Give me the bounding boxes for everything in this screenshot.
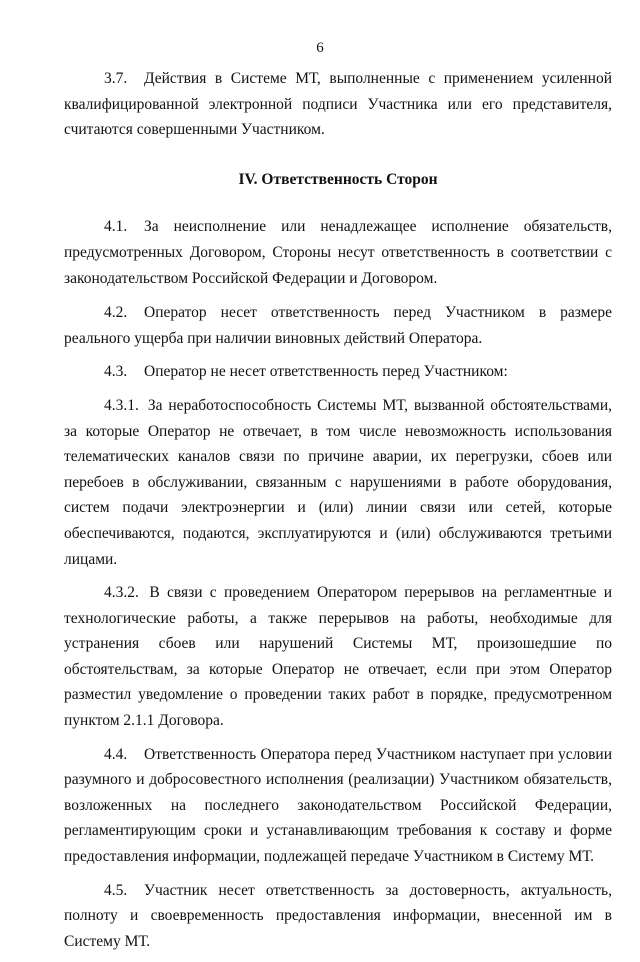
- paragraph-number: 4.4.: [104, 745, 128, 763]
- paragraph-text: За неисполнение или ненадлежащее исполнение обязательств, предусмотренных Договором, Стороны несут ответственность в соответствии с законодательством Российской Федерации и Договором.: [64, 218, 612, 287]
- page-number: 6: [316, 40, 324, 56]
- paragraph-4-1: [64, 214, 612, 291]
- paragraph-text: В связи с проведением Оператором перерывов на регламентные и технологические работы, а также перерывов на работы, необходимые для устранения сбоев или нарушений Системы МТ, произошедшие по обстоятельствам, за которые Оператор не отвечает, если при этом Оператор разместил уведомление о проведении таких работ в порядке, предусмотренном пунктом 2.1.1 Договора.: [64, 584, 613, 730]
- section-title: IV. Ответственность Сторон: [238, 170, 438, 188]
- paragraph-4-3-1: [64, 393, 612, 572]
- paragraph-4-3: [64, 359, 612, 385]
- paragraph-4-5: [64, 878, 612, 955]
- paragraph-text: Действия в Системе МТ, выполненные с применением усиленной квалифицированной электронной подписи Участника или его представителя, считаются совершенными Участником.: [64, 70, 612, 139]
- paragraph-number: 4.3.1.: [104, 396, 139, 414]
- paragraph-text: Ответственность Оператора перед Участником наступает при условии разумного и добросовестного исполнения (реализации) Участником обязательств, возложенных на последнего законодательством Российской Федерации, регламентирующим сроки и устанавливающим требования к составу и форме предоставления информации, подлежащей передаче Участником в Систему МТ.: [64, 745, 612, 866]
- paragraph-number: 3.7.: [104, 70, 128, 87]
- paragraph-number: 4.1.: [104, 218, 128, 236]
- paragraph-text: Оператор не несет ответственность перед Участником:: [144, 363, 508, 381]
- paragraph-text: За неработоспособность Системы МТ, вызванной обстоятельствами, за которые Оператор не отвечает, в том числе невозможность использования телематических каналов связи по причине аварии, их перегрузки, сбоев или перебоев в обслуживании, связанным с нарушениями в работе оборудования, систем подачи электроэнергии и (или) линии связи или сетей, которые обеспечиваются, подаются, эксплуатируются и (или) обслуживаются третьими лицами.: [64, 396, 613, 568]
- paragraph-4-4: [64, 742, 612, 870]
- paragraph-number: 4.3.2.: [104, 584, 139, 602]
- paragraph-number: 4.5.: [104, 881, 128, 899]
- paragraph-text: Оператор несет ответственность перед Участником в размере реального ущерба при наличии виновных действий Оператора.: [64, 304, 612, 347]
- paragraph-number: 4.3.: [104, 363, 128, 381]
- paragraph-text: Участник несет ответственность за достоверность, актуальность, полноту и своевременность предоставления информации, внесенной им в Систему МТ.: [64, 881, 612, 950]
- document-body: [64, 66, 612, 962]
- paragraph-number: 4.2.: [104, 304, 128, 322]
- paragraph-4-3-2: [64, 580, 612, 734]
- paragraph-3-7: [64, 66, 612, 143]
- paragraph-4-2: [64, 300, 612, 351]
